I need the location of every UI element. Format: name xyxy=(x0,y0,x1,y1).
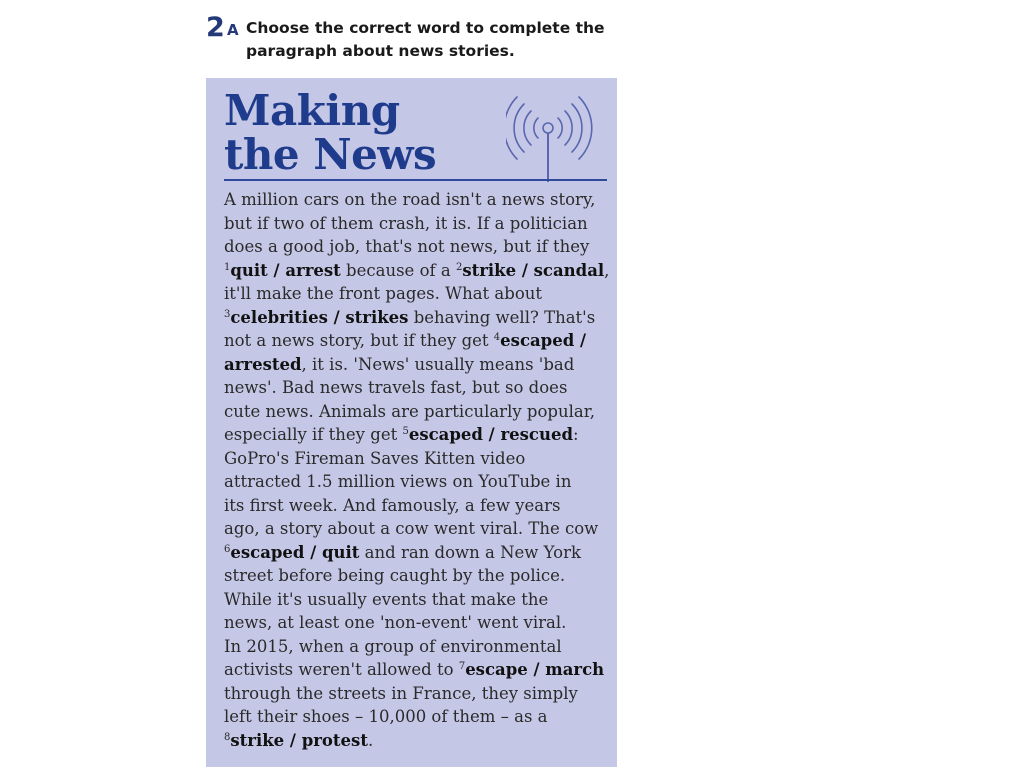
exercise-letter: A xyxy=(227,21,239,39)
article-line xyxy=(224,329,616,353)
article-line: news, at least one 'non-event' went viral. xyxy=(224,613,567,632)
article-line: street before being caught by the police. xyxy=(224,566,566,585)
gap-number: 3 xyxy=(224,308,231,320)
article-title xyxy=(224,86,437,179)
article-line: through the streets in France, they simply xyxy=(224,683,578,703)
gap-number: 2 xyxy=(455,261,463,273)
article-line xyxy=(224,259,616,283)
exercise-instruction xyxy=(246,17,626,63)
article-line: attracted 1.5 million views on YouTube in xyxy=(224,472,572,491)
gap-number: 5 xyxy=(402,426,409,437)
text-segment: because of a xyxy=(340,260,456,280)
article-line xyxy=(224,306,616,330)
answer-choice: strike / scandal xyxy=(462,260,605,280)
article-line xyxy=(224,729,616,753)
answer-choice: arrested xyxy=(224,354,302,374)
instruction-line-2: paragraph about news stories. xyxy=(246,42,515,60)
article-line: cute news. Animals are particularly popular, xyxy=(224,401,596,421)
instruction-line-1: Choose the correct word to complete the xyxy=(246,19,605,37)
article-panel xyxy=(206,78,617,767)
text-segment: , it is. 'News' usually means 'bad xyxy=(301,354,575,374)
gap-number: 7 xyxy=(458,661,466,672)
answer-choice: celebrities / strikes xyxy=(230,307,409,327)
title-line-2: the News xyxy=(224,130,437,179)
article-line: does a good job, that's not news, but if they xyxy=(224,237,590,256)
text-segment: especially if they get xyxy=(224,425,403,444)
article-line: While it's usually events that make the xyxy=(224,589,549,609)
title-underline xyxy=(224,179,607,181)
answer-choice: escaped / xyxy=(500,331,587,350)
article-line xyxy=(224,353,616,377)
text-segment: , xyxy=(604,260,610,280)
answer-choice: quit / arrest xyxy=(230,260,341,280)
gap-number: 1 xyxy=(224,261,231,273)
text-segment: . xyxy=(367,730,374,750)
article-line: but if two of them crash, it is. If a politician xyxy=(224,213,588,233)
antenna-broadcast-icon xyxy=(506,86,602,182)
article-line: news'. Bad news travels fast, but so does xyxy=(224,378,568,397)
article-line: it'll make the front pages. What about xyxy=(224,284,543,303)
gap-number: 4 xyxy=(493,332,501,343)
article-line: left their shoes – 10,000 of them – as a xyxy=(224,707,548,726)
answer-choice: strike / protest xyxy=(230,730,368,750)
article-line xyxy=(224,423,616,447)
text-segment: and ran down a New York xyxy=(359,542,581,562)
text-segment: : xyxy=(573,425,579,444)
gap-number: 6 xyxy=(224,543,231,555)
article-line xyxy=(224,658,616,682)
text-segment: activists weren't allowed to xyxy=(224,660,459,679)
article-body xyxy=(224,188,616,752)
answer-choice: escaped / quit xyxy=(230,542,360,562)
text-segment: behaving well? That's xyxy=(408,307,596,327)
article-line: GoPro's Fireman Saves Kitten video xyxy=(224,448,526,468)
article-line xyxy=(224,541,616,565)
article-line: A million cars on the road isn't a news story, xyxy=(224,190,596,209)
title-line-1: Making xyxy=(224,86,400,135)
exercise-number: 2 xyxy=(206,12,225,43)
gap-number: 8 xyxy=(224,731,231,743)
answer-choice: escaped / rescued xyxy=(408,425,574,444)
article-line: its first week. And famously, a few years xyxy=(224,495,561,515)
answer-choice: escape / march xyxy=(465,660,605,679)
text-segment: not a news story, but if they get xyxy=(224,331,494,350)
article-line: ago, a story about a cow went viral. The cow xyxy=(224,519,599,538)
article-line: In 2015, when a group of environmental xyxy=(224,636,562,656)
